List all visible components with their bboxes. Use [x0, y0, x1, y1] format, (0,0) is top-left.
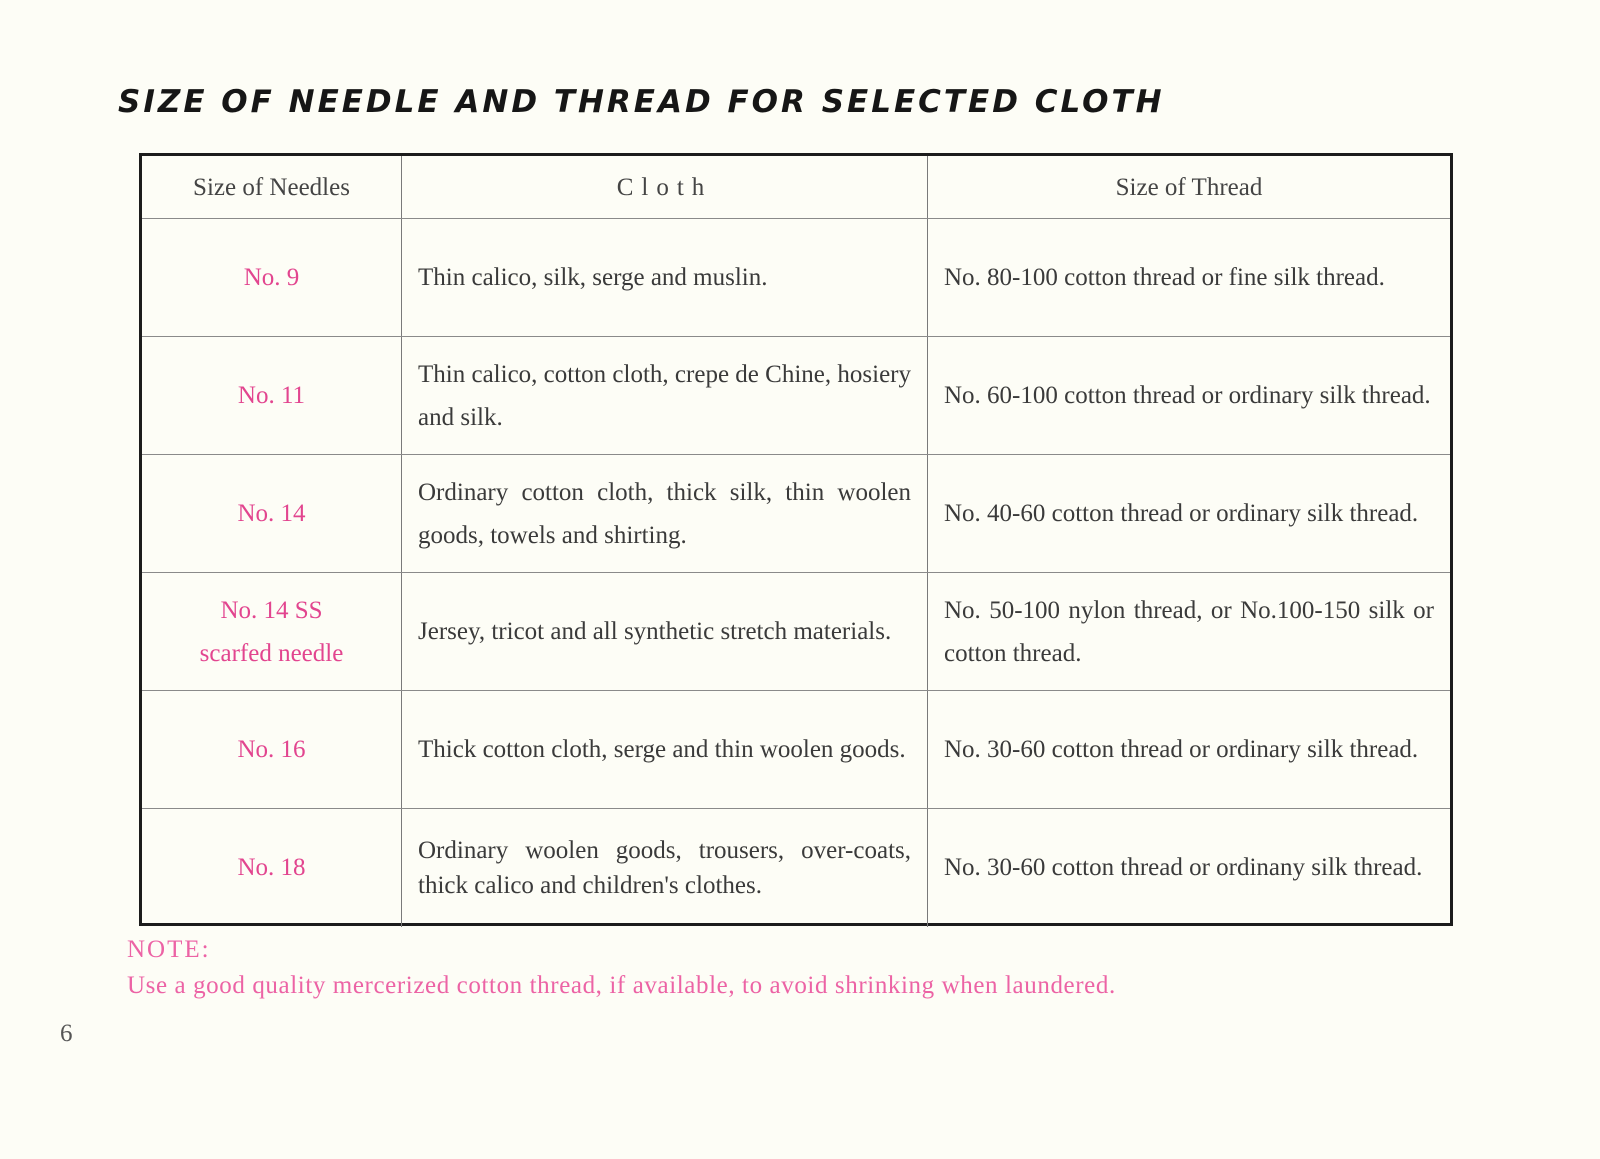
needle-size: No. 11 [237, 382, 306, 409]
page-number: 6 [60, 1020, 73, 1047]
header-cloth: Cloth [402, 156, 928, 219]
table-row [142, 219, 1450, 337]
table-row [142, 455, 1450, 573]
needle-size: No. 9 [243, 264, 300, 291]
note-text: Use a good quality mercerized cotton thread, if available, to avoid shrinking when laundered. [127, 972, 1116, 999]
table-row [142, 573, 1450, 691]
cloth-cell: Thin calico, silk, serge and muslin. [402, 219, 928, 337]
note [127, 932, 1116, 1004]
cloth-cell: Ordinary woolen goods, trousers, over-coats, thick calico and children's clothes. [402, 809, 928, 927]
table-row [142, 809, 1450, 927]
needle-note: scarfed needle [199, 639, 344, 667]
thread-cell: No. 80-100 cotton thread or fine silk thread. [928, 219, 1451, 337]
table-row [142, 337, 1450, 455]
cloth-cell: Thin calico, cotton cloth, crepe de Chine, hosiery and silk. [402, 337, 928, 455]
header-needles: Size of Needles [142, 156, 402, 219]
needle-size-cell [142, 573, 402, 691]
cloth-cell: Ordinary cotton cloth, thick silk, thin woolen goods, towels and shirting. [402, 455, 928, 573]
needle-size: No. 18 [237, 854, 306, 882]
needle-size: No. 14 [237, 500, 306, 527]
header-thread: Size of Thread [928, 156, 1451, 219]
page-title: SIZE OF NEEDLE AND THREAD FOR SELECTED CLOTH [118, 84, 1165, 120]
needle-size-cell [142, 219, 402, 337]
table-row [142, 691, 1450, 809]
needle-thread-grid [142, 156, 1450, 927]
needle-size-cell [142, 691, 402, 809]
thread-cell: No. 30-60 cotton thread or ordinary silk thread. [928, 691, 1451, 809]
thread-cell: No. 30-60 cotton thread or ordinany silk thread. [944, 854, 1423, 882]
needle-size-cell [142, 337, 402, 455]
needle-size: No. 16 [237, 736, 306, 763]
needle-size-cell [142, 809, 402, 927]
needle-thread-table [139, 153, 1453, 926]
needle-size-cell [142, 455, 402, 573]
needle-size: No. 14 SS [220, 596, 323, 624]
table-header-row [142, 156, 1450, 219]
cloth-cell: Jersey, tricot and all synthetic stretch materials. [402, 573, 928, 691]
cloth-cell: Thick cotton cloth, serge and thin woolen goods. [402, 691, 928, 809]
note-label: NOTE: [127, 936, 211, 963]
thread-cell: No. 50-100 nylon thread, or No.100-150 silk or cotton thread. [928, 573, 1451, 691]
thread-cell: No. 40-60 cotton thread or ordinary silk thread. [928, 455, 1451, 573]
thread-cell: No. 60-100 cotton thread or ordinary silk thread. [928, 337, 1451, 455]
